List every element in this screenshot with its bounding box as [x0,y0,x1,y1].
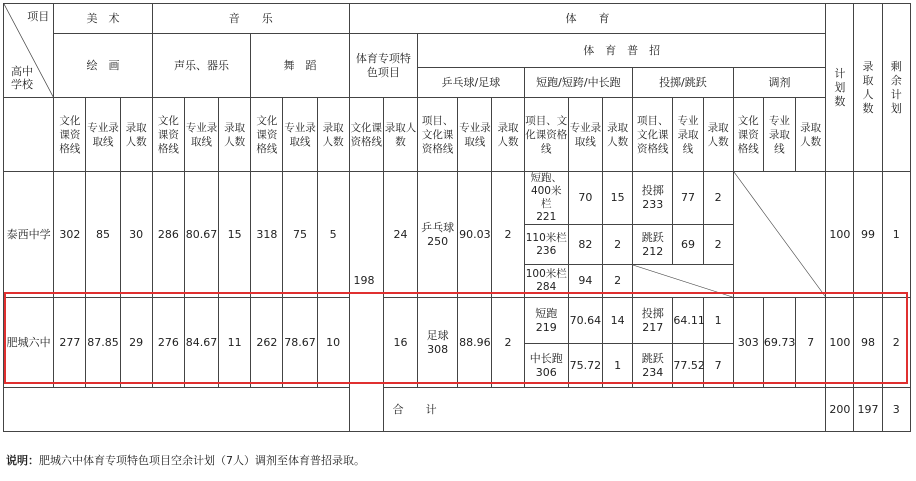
vocal-pro-header: 专业录取线 [184,98,218,172]
total-admitted: 197 [854,388,882,432]
run2-item-name: 中长跑 [529,351,563,365]
throw2-item [633,225,673,265]
paint-culture-header: 文化课资格线 [54,98,86,172]
run1-item-score: 219 [535,320,557,334]
special-culture-header: 文化课资格线 [349,98,383,172]
throw2-pro: 77.52 [673,344,703,388]
sports-header: 体 育 [349,4,826,34]
paint-count-header: 录取人数 [120,98,152,172]
feicheng-admitted: 98 [854,298,882,388]
adj-count-header: 录取人数 [796,98,826,172]
vocal-culture: 286 [152,172,184,298]
school-subheader [4,98,54,172]
dance-count: 10 [317,298,349,388]
throw2-count: 2 [703,225,733,265]
ping-item-name: 足球 [426,328,449,342]
special-count-header: 录取人数 [383,98,417,172]
vocal-count-header: 录取人数 [219,98,251,172]
ping-count: 2 [492,298,524,388]
run3-pro: 94 [568,265,602,298]
run2-item [524,225,568,265]
ping-count: 2 [492,172,524,298]
dance-pro: 75 [283,172,317,298]
run1-item [524,172,568,225]
adjust-header: 调剂 [733,68,826,98]
throw1-item-score: 217 [642,320,664,334]
ping-proj-header: 项目、文化课资格线 [418,98,458,172]
dance-pro-header: 专业录取线 [283,98,317,172]
vocal-pro: 84.67 [184,298,218,388]
remaining-header: 剩余计划 [882,4,910,172]
adj-count: 7 [796,298,826,388]
vocal-count: 11 [219,298,251,388]
pingpong-header: 乒乓球/足球 [418,68,525,98]
run-count-header: 录取人数 [603,98,633,172]
throw1-item-name: 投掷 [641,184,664,197]
run2-pro: 82 [568,225,602,265]
ping-pro-header: 专业录取线 [458,98,492,172]
throw-empty-cell [633,265,734,298]
feicheng-plan: 100 [826,298,854,388]
run2-count: 1 [603,344,633,388]
run3-item-name: 100米栏 [525,268,567,280]
throw1-count: 1 [703,298,733,344]
throw1-item-name: 投掷 [641,306,664,320]
run2-item-score: 306 [535,365,557,379]
throw1-item [633,172,673,225]
run-pro-header: 专业录取线 [568,98,602,172]
special-culture-value: 198 [353,274,375,287]
vocal-culture-header: 文化课资格线 [152,98,184,172]
throw2-count: 7 [703,344,733,388]
school-name: 泰西中学 [4,172,54,298]
adj-culture: 303 [733,298,763,388]
throw2-item-name: 跳跃 [641,230,664,244]
ping-item-score: 250 [427,234,449,248]
throw2-pro: 69 [673,225,703,265]
vocal-culture: 276 [152,298,184,388]
paint-culture: 277 [54,298,86,388]
ping-pro: 88.96 [458,298,492,388]
vocal-header: 声乐、器乐 [152,34,250,98]
run2-count: 2 [603,225,633,265]
feicheng-remaining: 2 [882,298,910,388]
note-label: 说明： [6,454,39,467]
dance-count-header: 录取人数 [317,98,349,172]
throwing-header: 投掷/跳跃 [633,68,734,98]
dance-count: 5 [317,172,349,298]
throw2-item-score: 212 [642,244,664,258]
run1-item-name: 短跑 [535,306,558,320]
throw1-pro: 64.11 [673,298,703,344]
throw-count-header: 录取人数 [703,98,733,172]
note [6,452,365,468]
ping-item-score: 308 [427,342,449,356]
ping-item [418,172,458,298]
throw1-item-score: 233 [642,198,664,211]
throw-proj-header: 项目、文化课资格线 [633,98,673,172]
art-header: 美 术 [54,4,153,34]
paint-pro: 87.85 [86,298,120,388]
special-count: 16 [383,298,417,388]
run2-item-score: 236 [536,244,557,257]
dance-culture: 262 [251,298,283,388]
running-header: 短跑/短跨/中长跑 [524,68,633,98]
general-header: 体 育 普 招 [418,34,826,68]
throw2-item-name: 跳跃 [641,351,664,365]
ping-count-header: 录取人数 [492,98,524,172]
vocal-count: 15 [219,172,251,298]
admitted-header: 录取人数 [854,4,882,172]
run1-item [524,298,568,344]
ping-item [418,298,458,388]
run2-item [524,344,568,388]
total-plan: 200 [826,388,854,432]
run1-pro: 70 [568,172,602,225]
throw2-item-score: 234 [642,365,664,379]
run3-item-score: 284 [536,281,557,293]
dance-header: 舞 蹈 [251,34,349,98]
paint-culture: 302 [54,172,86,298]
paint-pro-header: 专业录取线 [86,98,120,172]
paint-count: 29 [120,298,152,388]
special-culture [349,172,383,432]
note-text: 肥城六中体育专项特色项目空余计划（7人）调剂至体育普招录取。 [39,454,365,467]
dance-culture: 318 [251,172,283,298]
vocal-pro: 80.67 [184,172,218,298]
run2-item-name: 110米栏 [525,231,567,244]
run1-count: 14 [603,298,633,344]
corner-bottom-label: 高中学校 [11,65,33,91]
adjust-empty-cell [733,172,826,298]
run-proj-header: 项目、文化课资格线 [524,98,568,172]
throw1-count: 2 [703,172,733,225]
dance-pro: 78.67 [283,298,317,388]
adj-pro-header: 专业录取线 [763,98,795,172]
throw1-item [633,298,673,344]
plan-header: 计划数 [826,4,854,172]
corner-top-label: 项目 [27,10,50,23]
run3-item [524,265,568,298]
special-count: 24 [383,172,417,298]
throw2-item [633,344,673,388]
run1-item-score: 221 [536,211,557,223]
painting-header: 绘 画 [54,34,153,98]
music-header: 音 乐 [152,4,349,34]
run1-item-name: 短跑、400米栏 [530,172,562,210]
dance-culture-header: 文化课资格线 [251,98,283,172]
ping-pro: 90.03 [458,172,492,298]
throw-pro-header: 专业录取线 [673,98,703,172]
adj-pro: 69.73 [763,298,795,388]
taixi-remaining: 1 [882,172,910,298]
run1-count: 15 [603,172,633,225]
paint-pro: 85 [86,172,120,298]
total-remaining: 3 [882,388,910,432]
taixi-plan: 100 [826,172,854,298]
taixi-admitted: 99 [854,172,882,298]
run3-count: 2 [603,265,633,298]
corner-header [4,4,54,98]
run1-pro: 70.64 [568,298,602,344]
special-sport-header: 体育专项特色项目 [349,34,417,98]
total-label: 合 计 [4,388,826,432]
admission-table-wrap [3,3,911,432]
paint-count: 30 [120,172,152,298]
adj-culture-header: 文化课资格线 [733,98,763,172]
school-name: 肥城六中 [4,298,54,388]
admission-table [3,3,911,432]
ping-item-name: 乒乓球 [421,220,455,234]
throw1-pro: 77 [673,172,703,225]
run2-pro: 75.72 [568,344,602,388]
